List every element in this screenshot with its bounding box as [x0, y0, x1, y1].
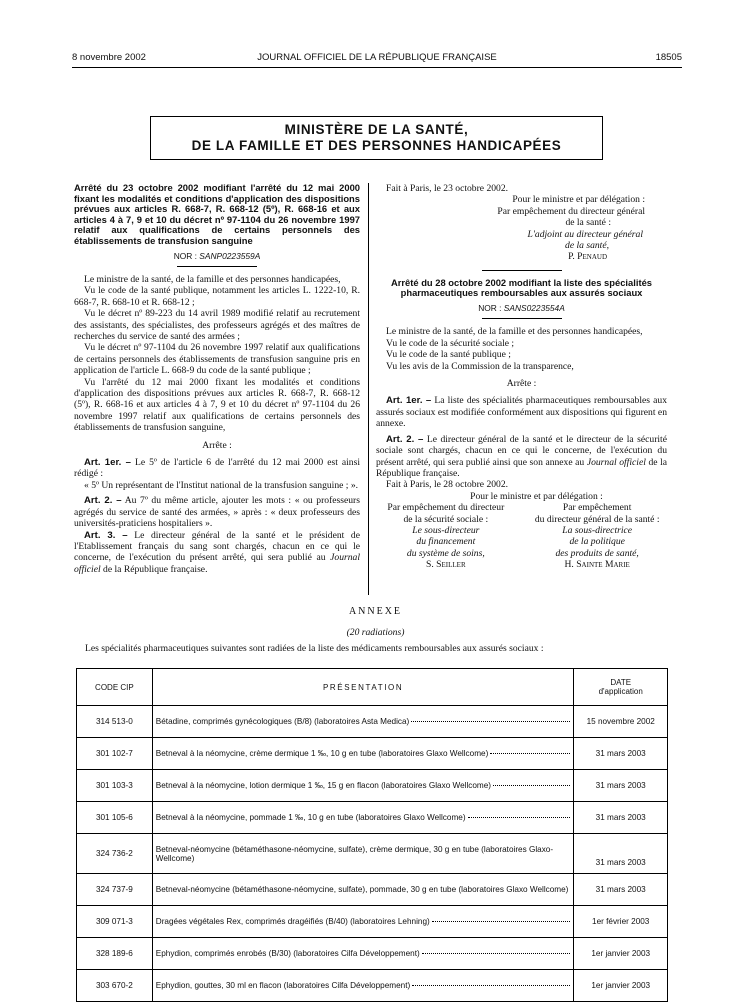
presentation-cell: Betneval-néomycine (bétaméthasone-néomycine, sulfate), pommade, 30 g en tube (laboratoires Glaxo Wellcome) — [152, 874, 574, 906]
column-header-presentation: PRÉSENTATION — [152, 669, 574, 706]
journal-title: JOURNAL OFFICIEL DE LA RÉPUBLIQUE FRANÇAISE — [257, 52, 497, 63]
running-header — [72, 52, 682, 66]
arrete1-article-3: Art. 3. – Le directeur général de la santé et le président de l'Etablissement français du sang sont chargés, chacun en ce qui le concerne, de l'exécution du présent arrêté, qui sera publié au Journal officiel de la République française. — [74, 529, 361, 575]
table-body — [77, 706, 668, 1002]
table-row — [77, 834, 668, 874]
arrete1-done: Fait à Paris, le 23 octobre 2002. — [386, 183, 509, 194]
arrete2-signature-left: Par empêchement du directeur de la sécurité sociale : Le sous-directeur du financement du système de soins, S. Seiller — [387, 502, 505, 571]
separator — [177, 266, 257, 267]
table-header-row — [77, 669, 668, 706]
table-row — [77, 906, 668, 938]
date-cell: 31 mars 2003 — [574, 834, 668, 874]
arrete2-sig-head: Pour le ministre et par délégation : — [470, 490, 603, 502]
table-row — [77, 874, 668, 906]
arrete1-visa: Vu le décret nº 89-223 du 14 avril 1989 modifié relatif au recrutement des assistants, des spécialistes, des professeurs agrégés et des maîtres de recherches du service de santé des armées ; — [74, 308, 360, 342]
arrete1-article-1: Art. 1er. – Le 5º de l'article 6 de l'arrêté du 12 mai 2000 est ainsi rédigé : — [74, 457, 360, 480]
annexe-subtitle: (20 radiations) — [346, 627, 405, 638]
table-row — [77, 738, 668, 770]
left-column — [74, 183, 360, 575]
presentation-cell: Betneval à la néomycine, lotion dermique 1 ‰, 15 g en flacon (laboratoires Glaxo Wellcome) — [152, 770, 574, 802]
arrete2-intro: Le ministre de la santé, de la famille et des personnes handicapées, — [386, 326, 643, 338]
table-row — [77, 970, 668, 1002]
cip-code-cell: 314 513-0 — [77, 706, 153, 738]
annexe-table — [76, 668, 668, 1002]
arrete1-arrete-label: Arrête : — [202, 439, 232, 451]
annexe-title: ANNEXE — [348, 606, 403, 617]
date-cell: 31 mars 2003 — [574, 874, 668, 906]
presentation-cell: Betneval à la néomycine, crème dermique 1 ‰, 10 g en tube (laboratoires Glaxo Wellcome) — [152, 738, 574, 770]
arrete2-signature-right: Par empêchement du directeur général de la santé : La sous-directrice de la politique des produits de santé, H. Sainte Marie — [534, 502, 660, 571]
cip-code-cell: 328 189-6 — [77, 938, 153, 970]
arrete1-visa: Vu l'arrêté du 12 mai 2000 fixant les modalités et conditions d'application des dispositions prévues aux articles R. 668-7, R. 668-12 (5º), R. 668-16 et aux articles 4 à 7, 9 et 10 du décret nº 97-1104 du 26 novembre 1997 relatif aux qualifications de certains personnels des établissements de transfusion sanguine, — [74, 376, 360, 434]
header-rule — [72, 67, 682, 68]
arrete2-visa: Vu le code de la santé publique ; — [386, 349, 511, 361]
column-divider — [368, 183, 369, 595]
arrete1-visa: Vu le décret nº 97-1104 du 26 novembre 1997 relatif aux qualifications de certains personnels des établissements de transfusion sanguine pris en application de l'article L. 668-9 du code de la santé publique ; — [74, 342, 360, 377]
arrete2-visa: Vu les avis de la Commission de la transparence, — [386, 360, 574, 372]
table-row — [77, 706, 668, 738]
table-row — [77, 938, 668, 970]
issue-date: 8 novembre 2002 — [72, 52, 146, 63]
ministry-line-1: MINISTÈRE DE LA SANTÉ, — [284, 122, 469, 137]
column-header-date: DATE d'application — [574, 669, 668, 706]
arrete2-visa: Vu le code de la sécurité sociale ; — [386, 337, 515, 349]
column-header-code: CODE CIP — [77, 669, 153, 706]
presentation-cell: Bétadine, comprimés gynécologiques (B/8) (laboratoires Asta Medica) — [152, 706, 574, 738]
arrete2-article-1: Art. 1er. – La liste des spécialités pharmaceutiques remboursables aux assurés sociaux est modifiée conformément aux dispositions qui figurent en annexe. — [376, 395, 667, 430]
cip-code-cell: 309 071-3 — [77, 906, 153, 938]
presentation-cell: Betneval-néomycine (bétaméthasone-néomycine, sulfate), crème dermique, 30 g en tube (laboratoires Glaxo-Wellcome) — [152, 834, 574, 874]
presentation-cell: Ephydion, gouttes, 30 ml en flacon (laboratoires Cilfa Développement) — [152, 970, 574, 1002]
cip-code-cell: 324 737-9 — [77, 874, 153, 906]
arrete2-signatures — [376, 502, 667, 570]
ministry-box — [150, 116, 603, 160]
table-row — [77, 770, 668, 802]
cip-code-cell: 324 736-2 — [77, 834, 153, 874]
date-cell: 1er janvier 2003 — [574, 938, 668, 970]
ministry-line-2: DE LA FAMILLE ET DES PERSONNES HANDICAPÉES — [191, 138, 562, 153]
arrete1-title: Arrêté du 23 octobre 2002 modifiant l'arrêté du 12 mai 2000 fixant les modalités et conditions d'application des dispositions prévues aux articles R. 668-7, R. 668-12 (5º), R. 668-16 et aux articles 4 à 7, 9 et 10 du décret nº 97-1104 du 26 novembre 1997 relatif aux qualifications de certains personnels des établissements de transfusion sanguine — [74, 182, 360, 246]
arrete2-nor: NOR : SANS0223554A — [478, 303, 565, 314]
cip-code-cell: 301 105-6 — [77, 802, 153, 834]
date-cell: 31 mars 2003 — [574, 738, 668, 770]
date-cell: 31 mars 2003 — [574, 802, 668, 834]
arrete1-article-2: Art. 2. – Au 7º du même article, ajouter les mots : « ou professeurs agrégés du service de santé des armées, » après : « deux professeurs des universités-praticiens hospitaliers ». — [74, 495, 360, 530]
table-row — [77, 802, 668, 834]
arrete2-title: Arrêté du 28 octobre 2002 modifiant la liste des spécialités pharmaceutiques remboursables aux assurés sociaux — [390, 276, 653, 299]
date-cell: 1er février 2003 — [574, 906, 668, 938]
arrete1-article-1-quote: « 5º Un représentant de l'Institut national de la transfusion sanguine ; ». — [84, 479, 359, 491]
page-number: 18505 — [655, 52, 682, 63]
arrete2-article-2: Art. 2. – Le directeur général de la santé et le directeur de la sécurité sociale sont chargés, chacun en ce qui le concerne, de l'exécution du présent arrêté, qui sera publié ainsi que son annexe au Journal officiel de la République française. — [376, 433, 667, 479]
arrete1-intro: Le ministre de la santé, de la famille et des personnes handicapées, — [84, 273, 341, 285]
right-column — [376, 183, 667, 571]
cip-code-cell: 301 103-3 — [77, 770, 153, 802]
presentation-cell: Ephydion, comprimés enrobés (B/30) (laboratoires Cilfa Développement) — [152, 938, 574, 970]
arrete1-nor: NOR : SANP0223559A — [173, 250, 261, 261]
presentation-cell: Dragées végétales Rex, comprimés dragéifiés (B/40) (laboratoires Lehning) — [152, 906, 574, 938]
cip-code-cell: 303 670-2 — [77, 970, 153, 1002]
arrete1-signature: Pour le ministre et par délégation : Par empêchement du directeur général de la santé : L'adjoint au directeur général de la santé, P. Penaud — [497, 194, 645, 263]
cip-code-cell: 301 102-7 — [77, 738, 153, 770]
date-cell: 1er janvier 2003 — [574, 970, 668, 1002]
arrete2-done: Fait à Paris, le 28 octobre 2002. — [386, 479, 509, 491]
date-cell: 15 novembre 2002 — [574, 706, 668, 738]
separator — [482, 270, 562, 271]
separator — [482, 318, 562, 319]
arrete1-visa: Vu le code de la santé publique, notamment les articles L. 1222-10, R. 668-7, R. 668-10 et R. 668-12 ; — [74, 285, 360, 308]
annexe-intro: Les spécialités pharmaceutiques suivantes sont radiées de la liste des médicaments remboursables aux assurés sociaux : — [85, 643, 544, 654]
date-cell: 31 mars 2003 — [574, 770, 668, 802]
presentation-cell: Betneval à la néomycine, pommade 1 ‰, 10 g en tube (laboratoires Glaxo Wellcome) — [152, 802, 574, 834]
arrete2-arrete-label: Arrête : — [506, 378, 537, 390]
